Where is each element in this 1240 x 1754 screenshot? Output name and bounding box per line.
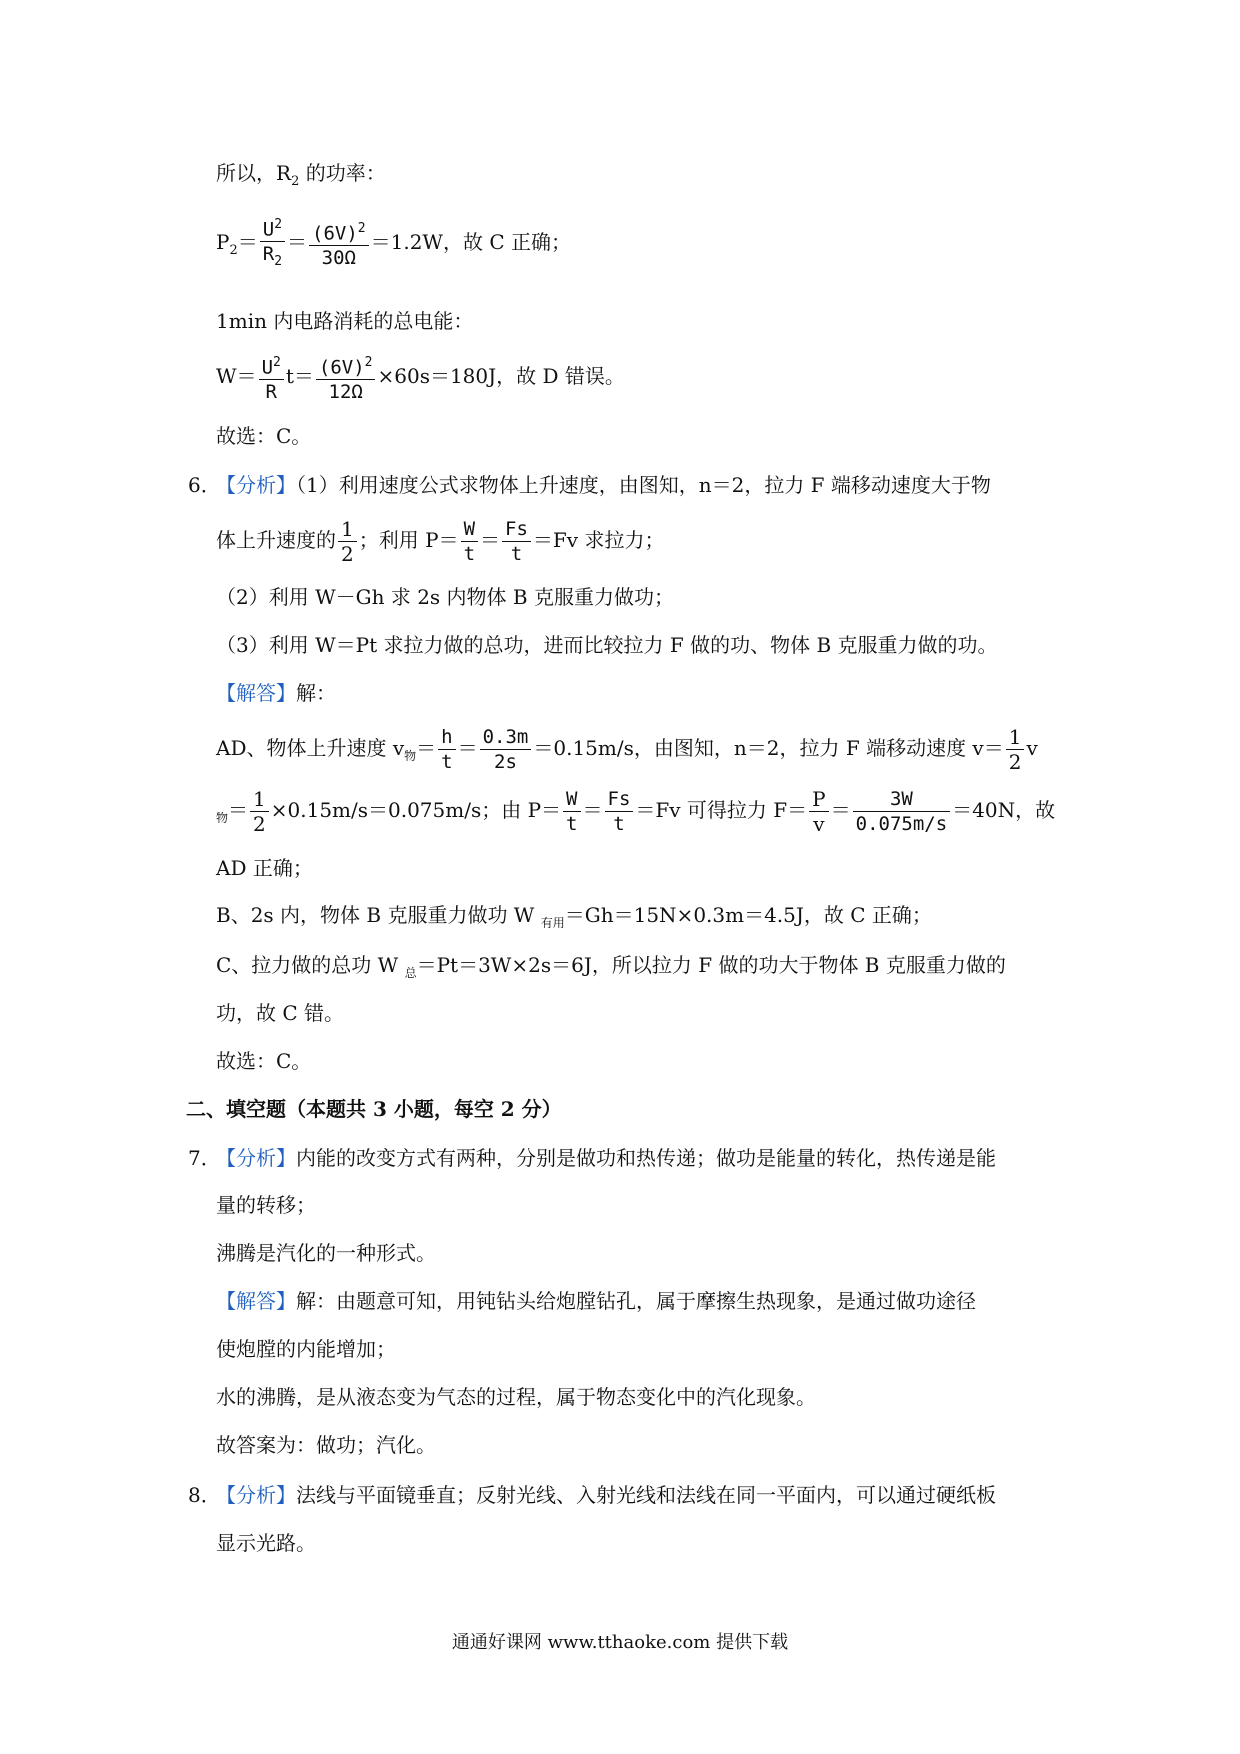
- q8-analysis-line2: 显示光路。: [216, 1531, 316, 1555]
- q7-number: 7．: [188, 1146, 221, 1170]
- analysis-tag: 【分析】: [216, 473, 296, 497]
- q7-solution-line1: 【解答】解：由题意可知，用钝钻头给炮膛钻孔，属于摩擦生热现象，是通过做功途径: [216, 1289, 976, 1313]
- q6-analysis-line4: （3）利用 W＝Pt 求拉力做的总功，进而比较拉力 F 做的功、物体 B 克服重力做的功。: [216, 633, 998, 657]
- solution-tag: 【解答】: [216, 681, 296, 705]
- q6-solution-line6: 功，故 C 错。: [216, 1001, 345, 1025]
- q6-solution-line2: $_物$＝ $\frac{1}{2}$ ×0.15m/s＝0.075m/s；由 P＝ $\frac{W}{t}$ ＝ $\frac{Fs}{t}$ ＝Fv 可得拉力 F＝ $\frac{P}{v}$ ＝ $\frac{3W}{0.075m/s}$ ＝40N，故: [216, 787, 1056, 836]
- q6-analysis-line3: （2）利用 W－Gh 求 2s 内物体 B 克服重力做功；: [216, 585, 674, 609]
- q5-p2-formula: $P_2=$ $\frac{U^2}{R_2}$ ＝ $\frac{(6V)^2}{30\Omega}$ ＝1.2W，故 C 正确；: [216, 213, 571, 279]
- q7-answer: 故答案为：做功；汽化。: [216, 1433, 436, 1457]
- fraction: $\frac{W}{t}$: [563, 787, 580, 836]
- q6-solution-line3: AD 正确；: [216, 856, 313, 880]
- fraction: $\frac{Fs}{t}$: [605, 787, 634, 836]
- solution-tag: 【解答】: [216, 1289, 296, 1313]
- fraction: $\frac{0.3m}{2s}$: [480, 725, 532, 774]
- fraction: $\frac{1}{2}$: [338, 517, 357, 566]
- fraction: $\frac{(6V)^2}{30\Omega}$: [309, 217, 369, 270]
- q8-analysis-line1: 【分析】法线与平面镜垂直；反射光线、入射光线和法线在同一平面内，可以通过硬纸板: [216, 1483, 996, 1507]
- q6-answer: 故选：C。: [216, 1049, 312, 1073]
- fraction: $\frac{1}{2}$: [250, 787, 269, 836]
- q8-number: 8．: [188, 1483, 221, 1507]
- q7-analysis-line2: 量的转移；: [216, 1193, 316, 1217]
- analysis-tag: 【分析】: [216, 1146, 296, 1170]
- fraction: $\frac{3W}{0.075m/s}$: [853, 787, 951, 836]
- q6-solution-line1: AD、物体上升速度 $v_物=$ $\frac{h}{t}$ ＝ $\frac{0.3m}{2s}$ ＝0.15m/s，由图知，n＝2，拉力 F 端移动速度 v＝ $\frac{1}{2}$ v: [216, 725, 1038, 774]
- q7-solution-line2: 使炮膛的内能增加；: [216, 1337, 396, 1361]
- q6-number: 6．: [188, 473, 221, 497]
- q6-solution-line5: C、拉力做的总功 W $_总$＝Pt＝3W×2s＝6J，所以拉力 F 做的功大于物体 B 克服重力做的: [216, 953, 1006, 980]
- fraction: $\frac{P}{v}$: [809, 787, 828, 836]
- fraction: $\frac{U^2}{R_2}$: [260, 213, 285, 274]
- analysis-tag: 【分析】: [216, 1483, 296, 1507]
- fraction: $\frac{h}{t}$: [438, 725, 455, 774]
- fraction: $\frac{Fs}{t}$: [502, 517, 531, 566]
- section-heading: 二、填空题（本题共 3 小题，每空 2 分）: [186, 1097, 562, 1121]
- q6-solution-head: 【解答】解：: [216, 681, 336, 705]
- page-footer: 通通好课网 www.tthaoke.com 提供下载: [451, 1632, 789, 1653]
- q7-analysis-line1: 【分析】内能的改变方式有两种，分别是做功和热传递；做功是能量的转化，热传递是能: [216, 1146, 996, 1170]
- q5-power-intro: 所以，$R_2$ 的功率：: [216, 161, 386, 189]
- fraction: $\frac{1}{2}$: [1006, 725, 1025, 774]
- fraction: $\frac{U^2}{R}$: [259, 351, 284, 404]
- q7-solution-line3: 水的沸腾，是从液态变为气态的过程，属于物态变化中的汽化现象。: [216, 1385, 816, 1409]
- q5-w-formula: W＝ $\frac{U^2}{R}$ t＝ $\frac{(6V)^2}{12\Omega}$ ×60s＝180J，故 D 错误。: [216, 348, 625, 404]
- q5-answer: 故选：C。: [216, 424, 312, 448]
- q6-analysis-line1: 【分析】（1）利用速度公式求物体上升速度，由图知，n＝2，拉力 F 端移动速度大于物: [216, 473, 991, 497]
- q6-analysis-line2: 体上升速度的 $\frac{1}{2}$ ；利用 P＝ $\frac{W}{t}$ ＝ $\frac{Fs}{t}$ ＝Fv 求拉力；: [216, 517, 665, 566]
- q5-energy-intro: 1min 内电路消耗的总电能：: [216, 309, 474, 333]
- q7-analysis-line3: 沸腾是汽化的一种形式。: [216, 1241, 436, 1265]
- fraction: $\frac{W}{t}$: [461, 517, 478, 566]
- fraction: $\frac{(6V)^2}{12\Omega}$: [316, 351, 376, 404]
- q6-solution-line4: B、2s 内，物体 B 克服重力做功 W $_{有用}$＝Gh＝15N×0.3m＝4.5J，故 C 正确；: [216, 903, 932, 930]
